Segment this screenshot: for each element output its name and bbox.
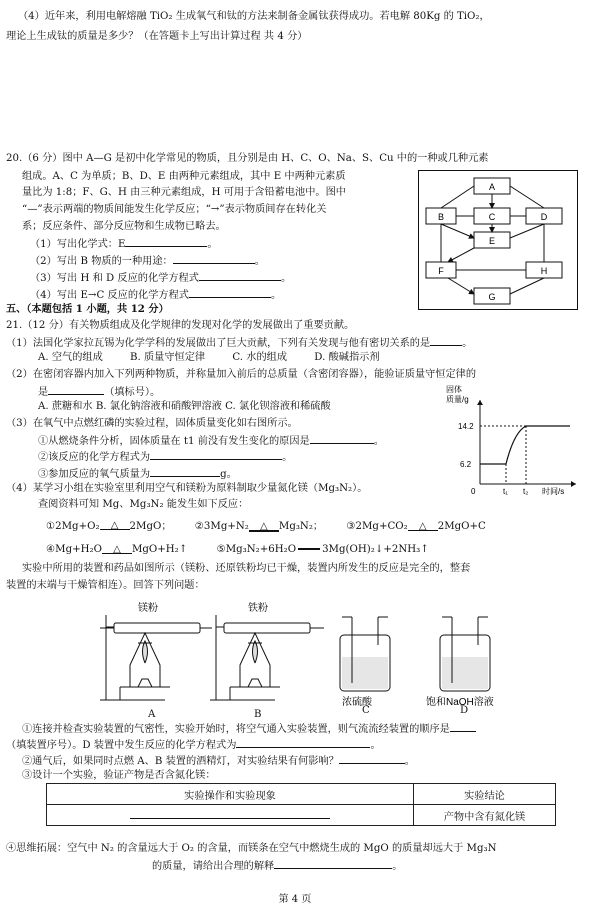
q20-stem-3: 量比为 1:8；F、G、H 由三种元素组成，H 可用于含铅蓄电池中。图中 (22, 187, 346, 198)
q21-p3c: ③参加反应的氧气质量为 g。 (38, 466, 237, 481)
y-label-1: 固体 (446, 385, 462, 394)
label-d-reagent: 饱和NaOH溶液 (426, 697, 494, 708)
apparatus-a (100, 615, 212, 700)
node-g: G (488, 292, 496, 302)
q20-sub3: （3）写出 H 和 D 反应的化学方程式 。 (30, 270, 291, 285)
answer-blank[interactable] (125, 236, 207, 247)
q20-stem: 20.（6 分）图中 A—G 是初中化学常见的物质，且分别是由 H、C、O、Na、S、Cu 中的一种或几种元素 (6, 153, 489, 164)
q21-p4c: 实验中所用的装置和药品如图所示（镁粉、还原铁粉均已干燥，装置内所发生的反应是完全的，整套 (22, 563, 471, 574)
node-h: H (540, 266, 548, 276)
q19-4-line1: （4）近年来，利用电解熔融 TiO₂ 生成氧气和钛的方法来制备金属钛获得成功。若电解 80Kg 的 TiO₂， (18, 11, 490, 22)
node-e: E (488, 236, 496, 246)
y-tick-low: 6.2 (460, 460, 472, 469)
answer-blank[interactable] (48, 384, 104, 395)
answer-blank[interactable] (430, 335, 462, 346)
label-fe-powder: 铁粉 (248, 603, 268, 614)
answer-blank[interactable] (339, 753, 405, 764)
label-c-reagent: 浓硫酸 (342, 697, 372, 708)
table-header-conclusion: 实验结论 (414, 784, 556, 805)
table-row (47, 805, 556, 826)
q20-stem-5: 系；反应条件、部分反应物和生成物已略去。 (22, 221, 226, 232)
apparatus-d (440, 617, 490, 691)
q21-p2-options: A. 蔗糖和水 B. 氯化钠溶液和硝酸钾溶液 C. 氯化钡溶液和稀硫酸 (38, 401, 331, 412)
q21-i1: ①连接并检查实验装置的气密性，实验开始时，将空气通入实验装置，则气流流经装置的顺序是 (22, 721, 476, 736)
node-c: C (488, 212, 496, 222)
table-cell-operation[interactable] (47, 805, 414, 826)
q21-p3a: ①从燃烧条件分析，固体质量在 t1 前没有发生变化的原因是 。 (38, 433, 384, 448)
q21-p4d: 装置的末端与干燥管相连）。回答下列问题： (6, 580, 205, 591)
page-number: 第 4 页 (278, 894, 312, 905)
section-title: 五、（本题包括 1 小题，共 12 分） (6, 303, 169, 315)
q21-p2b: 是 （填标号）。 (38, 384, 160, 399)
apparatus-b (210, 615, 324, 700)
q21-p1: （1）法国化学家拉瓦锡为化学学科的发展做出了巨大贡献，下列有关发现与他有密切关系的是 。 (6, 335, 472, 350)
q21-p2: （2）在密闭容器内加入下列两种物质，并称量加入前后的总质量（含密闭容器），能验证质量守恒定律的 (6, 369, 477, 380)
t1-label: t₁ (503, 487, 508, 496)
answer-blank[interactable] (150, 466, 220, 477)
table-cell-conclusion: 产物中含有氮化镁 (414, 805, 556, 826)
answer-blank[interactable] (310, 433, 374, 444)
label-a: A (148, 709, 156, 720)
answer-blank[interactable] (150, 449, 282, 460)
node-a: A (488, 182, 496, 192)
x-label: 时间/s (542, 487, 565, 496)
q21-i4b: 的质量，请给出合理的解释 。 (152, 858, 402, 873)
answer-blank[interactable] (450, 721, 476, 732)
answer-blank[interactable] (236, 737, 370, 748)
q21-intro: 21.（12 分）有关物质组成及化学规律的发现对化学的发展做出了重要贡献。 (6, 320, 355, 331)
mass-time-graph (430, 380, 582, 500)
label-b: B (254, 709, 262, 720)
node-b: B (437, 212, 445, 222)
relation-diagram (418, 170, 578, 310)
answer-blank[interactable] (189, 287, 271, 298)
label-d: D (460, 705, 469, 716)
apparatus-c (340, 617, 390, 691)
mass-curve (480, 426, 570, 464)
q20-stem-2: 组成。A、C 为单质；B、D、E 由两种元素组成，其中 E 中两种元素质 (22, 171, 346, 182)
q21-p4: （4）某学习小组在实验室里利用空气和镁粉为原料制取少量氮化镁（Mg₃N₂）。 (6, 483, 368, 494)
q21-p3: （3）在氧气中点燃红磷的实验过程，固体质量变化如右图所示。 (6, 418, 298, 429)
node-d: D (540, 212, 548, 222)
q20-sub1: （1）写出化学式：E 。 (30, 236, 218, 251)
node-f: F (438, 266, 444, 276)
q21-p3b: ②该反应的化学方程式为 。 (38, 449, 292, 464)
q20-sub2: （2）写出 B 物质的一种用途： 。 (30, 253, 265, 268)
apparatus-diagram (90, 595, 510, 710)
q21-i1b: （填装置序号）。D 装置中发生反应的化学方程式为 。 (6, 737, 381, 752)
q21-i4: ④思维拓展：空气中 N₂ 的含量远大于 O₂ 的含量，而镁条在空气中燃烧生成的 MgO 的质量却远大于 Mg₃N (6, 843, 497, 854)
equation-row-1: ①2Mg+O₂ △ 2MgO； ②3Mg+N₂ △ Mg₃N₂； ③2Mg+CO₂ △ 2MgO+C (46, 520, 486, 532)
answer-blank[interactable] (274, 858, 392, 869)
equation-row-2: ④Mg+H₂O △ MgO+H₂↑ ⑤Mg₃N₂+6H₂O 3Mg(OH)₂↓+2NH₃↑ (46, 544, 429, 555)
q21-p4b: 查阅资料可知 Mg、Mg₃N₂ 能发生如下反应： (38, 499, 249, 510)
y-label-2: 质量/g (446, 395, 469, 404)
table-header-operation: 实验操作和实验现象 (47, 784, 414, 805)
q20-sub4: （4）写出 E→C 反应的化学方程式 。 (30, 287, 281, 302)
q19-4-line2: 理论上生成钛的质量是多少？（在答题卡上写出计算过程 共 4 分） (6, 31, 308, 42)
q20-stem-4: “—”表示两端的物质间能发生化学反应；“→”表示物质间存在转化关 (22, 204, 327, 215)
answer-blank[interactable] (173, 253, 255, 264)
t2-label: t₂ (523, 487, 529, 496)
label-c: C (362, 705, 370, 716)
y-tick-top: 14.2 (458, 422, 474, 431)
q21-i2: ②通气后，如果同时点燃 A、B 装置的酒精灯，对实验结果有何影响？ 。 (22, 753, 415, 768)
q21-p1-options: A. 空气的组成 B. 质量守恒定律 C. 水的组成 D. 酸碱指示剂 (38, 352, 380, 363)
table-row (47, 784, 556, 805)
experiment-table (46, 783, 556, 826)
origin-label: 0 (471, 487, 476, 496)
label-mg-powder: 镁粉 (138, 603, 158, 614)
q21-i3: ③设计一个实验，验证产物是否含氮化镁： (22, 770, 216, 781)
answer-blank[interactable] (199, 270, 281, 281)
